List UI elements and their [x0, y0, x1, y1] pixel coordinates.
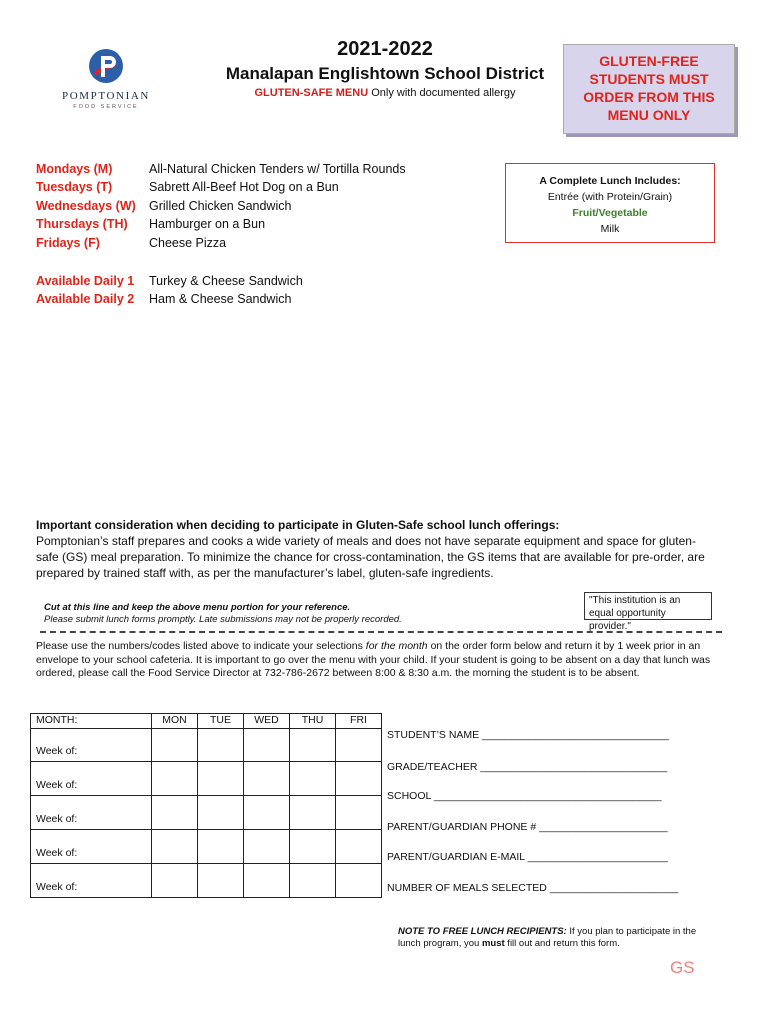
important-heading: Important consideration when deciding to participate in Gluten-Safe school lunch offerings: — [36, 518, 560, 532]
menu-subtitle — [190, 87, 580, 99]
menu-day: Available Daily 2 — [36, 292, 135, 306]
menu-item: All-Natural Chicken Tenders w/ Tortilla Rounds — [149, 162, 406, 176]
gluten-free-notice — [563, 44, 735, 134]
selection-cell[interactable] — [336, 729, 382, 762]
district-title: Manalapan Englishtown School District — [225, 64, 545, 83]
selection-cell[interactable] — [336, 864, 382, 898]
day-header: TUE — [198, 714, 244, 729]
menu-day: Available Daily 1 — [36, 274, 135, 288]
selection-cell[interactable] — [152, 762, 198, 796]
week-label: Week of: — [31, 729, 152, 762]
menu-item: Ham & Cheese Sandwich — [149, 292, 292, 306]
selection-cell[interactable] — [290, 796, 336, 830]
school-year: 2021-2022 — [337, 38, 433, 60]
lunch-component: Milk — [600, 223, 620, 235]
menu-day: Fridays (F) — [36, 236, 100, 250]
cut-instructions — [44, 602, 402, 626]
lunch-component: Fruit/Vegetable — [572, 207, 648, 219]
lunch-component: Entrée (with Protein/Grain) — [547, 191, 673, 203]
menu-day: Mondays (M) — [36, 162, 113, 176]
instructions-text: on the order form below and return it by 1 week prior in an envelope to your school cafeteria. It is important to go over the menu with your child. If your student is going to be absent on a day that lunch was ordered, please call the Food Service Director at 732-786-2672 between 8:00 & 8:30 a.m. the morning the student is to be absent. — [36, 640, 711, 680]
week-label: Week of: — [31, 796, 152, 830]
late-submission-text: Please submit lunch forms promptly. Late submissions may not be properly recorded. — [44, 614, 402, 625]
note-emphasis: must — [481, 938, 505, 949]
day-header: MON — [152, 714, 198, 729]
note-text: If you plan to participate in the lunch program, you — [398, 926, 697, 949]
selection-cell[interactable] — [290, 729, 336, 762]
menu-item: Turkey & Cheese Sandwich — [149, 274, 303, 288]
selection-cell[interactable] — [152, 864, 198, 898]
table-row — [31, 729, 382, 762]
lunch-box-title: A Complete Lunch Includes: — [539, 175, 681, 187]
instructions-text: Please use the numbers/codes listed above to indicate your selections — [36, 640, 366, 652]
menu-day: Tuesdays (T) — [36, 180, 113, 194]
menu-label: GLUTEN-SAFE MENU — [254, 87, 369, 99]
selection-cell[interactable] — [336, 796, 382, 830]
menu-item: Hamburger on a Bun — [149, 217, 266, 231]
note-text: fill out and return this form. — [504, 938, 620, 949]
order-table — [30, 713, 382, 898]
table-row — [31, 762, 382, 796]
month-label: MONTH: — [31, 714, 152, 729]
day-header: WED — [244, 714, 290, 729]
free-lunch-note — [398, 926, 718, 950]
cut-line — [40, 631, 722, 633]
table-row — [31, 796, 382, 830]
selection-cell[interactable] — [198, 729, 244, 762]
selection-cell[interactable] — [244, 729, 290, 762]
complete-lunch-box — [505, 163, 715, 243]
notice-line: MENU ONLY — [607, 107, 691, 123]
table-row — [31, 830, 382, 864]
selection-cell[interactable] — [290, 864, 336, 898]
parent-email-field[interactable]: PARENT/GUARDIAN E-MAIL ________________________ — [387, 851, 668, 863]
selection-cell[interactable] — [290, 830, 336, 864]
menu-item: Sabrett All-Beef Hot Dog on a Bun — [149, 180, 339, 194]
notice-line: ORDER FROM THIS — [583, 89, 715, 105]
school-field[interactable]: SCHOOL _______________________________________ — [387, 790, 662, 802]
cut-line-text: Cut at this line and keep the above menu portion for your reference. — [44, 602, 351, 613]
important-section — [36, 517, 716, 581]
meals-selected-field[interactable]: NUMBER OF MEALS SELECTED ______________________ — [387, 882, 679, 894]
menu-item: Cheese Pizza — [149, 236, 227, 250]
notice-line: STUDENTS MUST — [589, 71, 709, 87]
day-header: FRI — [336, 714, 382, 729]
selection-cell[interactable] — [336, 830, 382, 864]
notice-line: GLUTEN-FREE — [599, 53, 699, 69]
selection-cell[interactable] — [152, 729, 198, 762]
logo-subtitle: FOOD SERVICE — [73, 104, 139, 110]
form-code: GS — [670, 958, 695, 977]
order-instructions — [36, 640, 726, 681]
week-label: Week of: — [31, 762, 152, 796]
menu-note: Only with documented allergy — [371, 87, 516, 99]
grade-teacher-field[interactable]: GRADE/TEACHER ________________________________ — [387, 761, 668, 773]
day-header: THU — [290, 714, 336, 729]
selection-cell[interactable] — [244, 864, 290, 898]
week-label: Week of: — [31, 864, 152, 898]
note-label: NOTE TO FREE LUNCH RECIPIENTS: — [398, 926, 567, 937]
equal-opportunity-statement: "This institution is an equal opportunity provider." — [584, 592, 712, 620]
important-body: Pomptonian’s staff prepares and cooks a wide variety of meals and does not have separate equipment and space for gluten-safe (GS) meal preparation. To minimize the chance for cross-contamination, the GS items that are available for pre-order, are prepared by trained staff with, as per the manufacturer’s label, gluten-safe ingredients. — [36, 534, 705, 580]
menu-item: Grilled Chicken Sandwich — [149, 199, 292, 213]
student-name-field[interactable]: STUDENT’S NAME ________________________________ — [387, 729, 669, 741]
table-header-row — [31, 714, 382, 729]
selection-cell[interactable] — [198, 864, 244, 898]
instructions-emphasis: for the month — [365, 640, 428, 652]
selection-cell[interactable] — [152, 830, 198, 864]
table-row — [31, 864, 382, 898]
selection-cell[interactable] — [336, 762, 382, 796]
selection-cell[interactable] — [244, 830, 290, 864]
selection-cell[interactable] — [152, 796, 198, 830]
menu-day: Wednesdays (W) — [36, 199, 136, 213]
selection-cell[interactable] — [290, 762, 336, 796]
selection-cell[interactable] — [244, 762, 290, 796]
selection-cell[interactable] — [244, 796, 290, 830]
logo-wordmark: POMPTONIAN — [62, 90, 150, 102]
menu-day: Thursdays (TH) — [36, 217, 128, 231]
selection-cell[interactable] — [198, 830, 244, 864]
selection-cell[interactable] — [198, 796, 244, 830]
parent-phone-field[interactable]: PARENT/GUARDIAN PHONE # ______________________ — [387, 821, 668, 833]
selection-cell[interactable] — [198, 762, 244, 796]
week-label: Week of: — [31, 830, 152, 864]
